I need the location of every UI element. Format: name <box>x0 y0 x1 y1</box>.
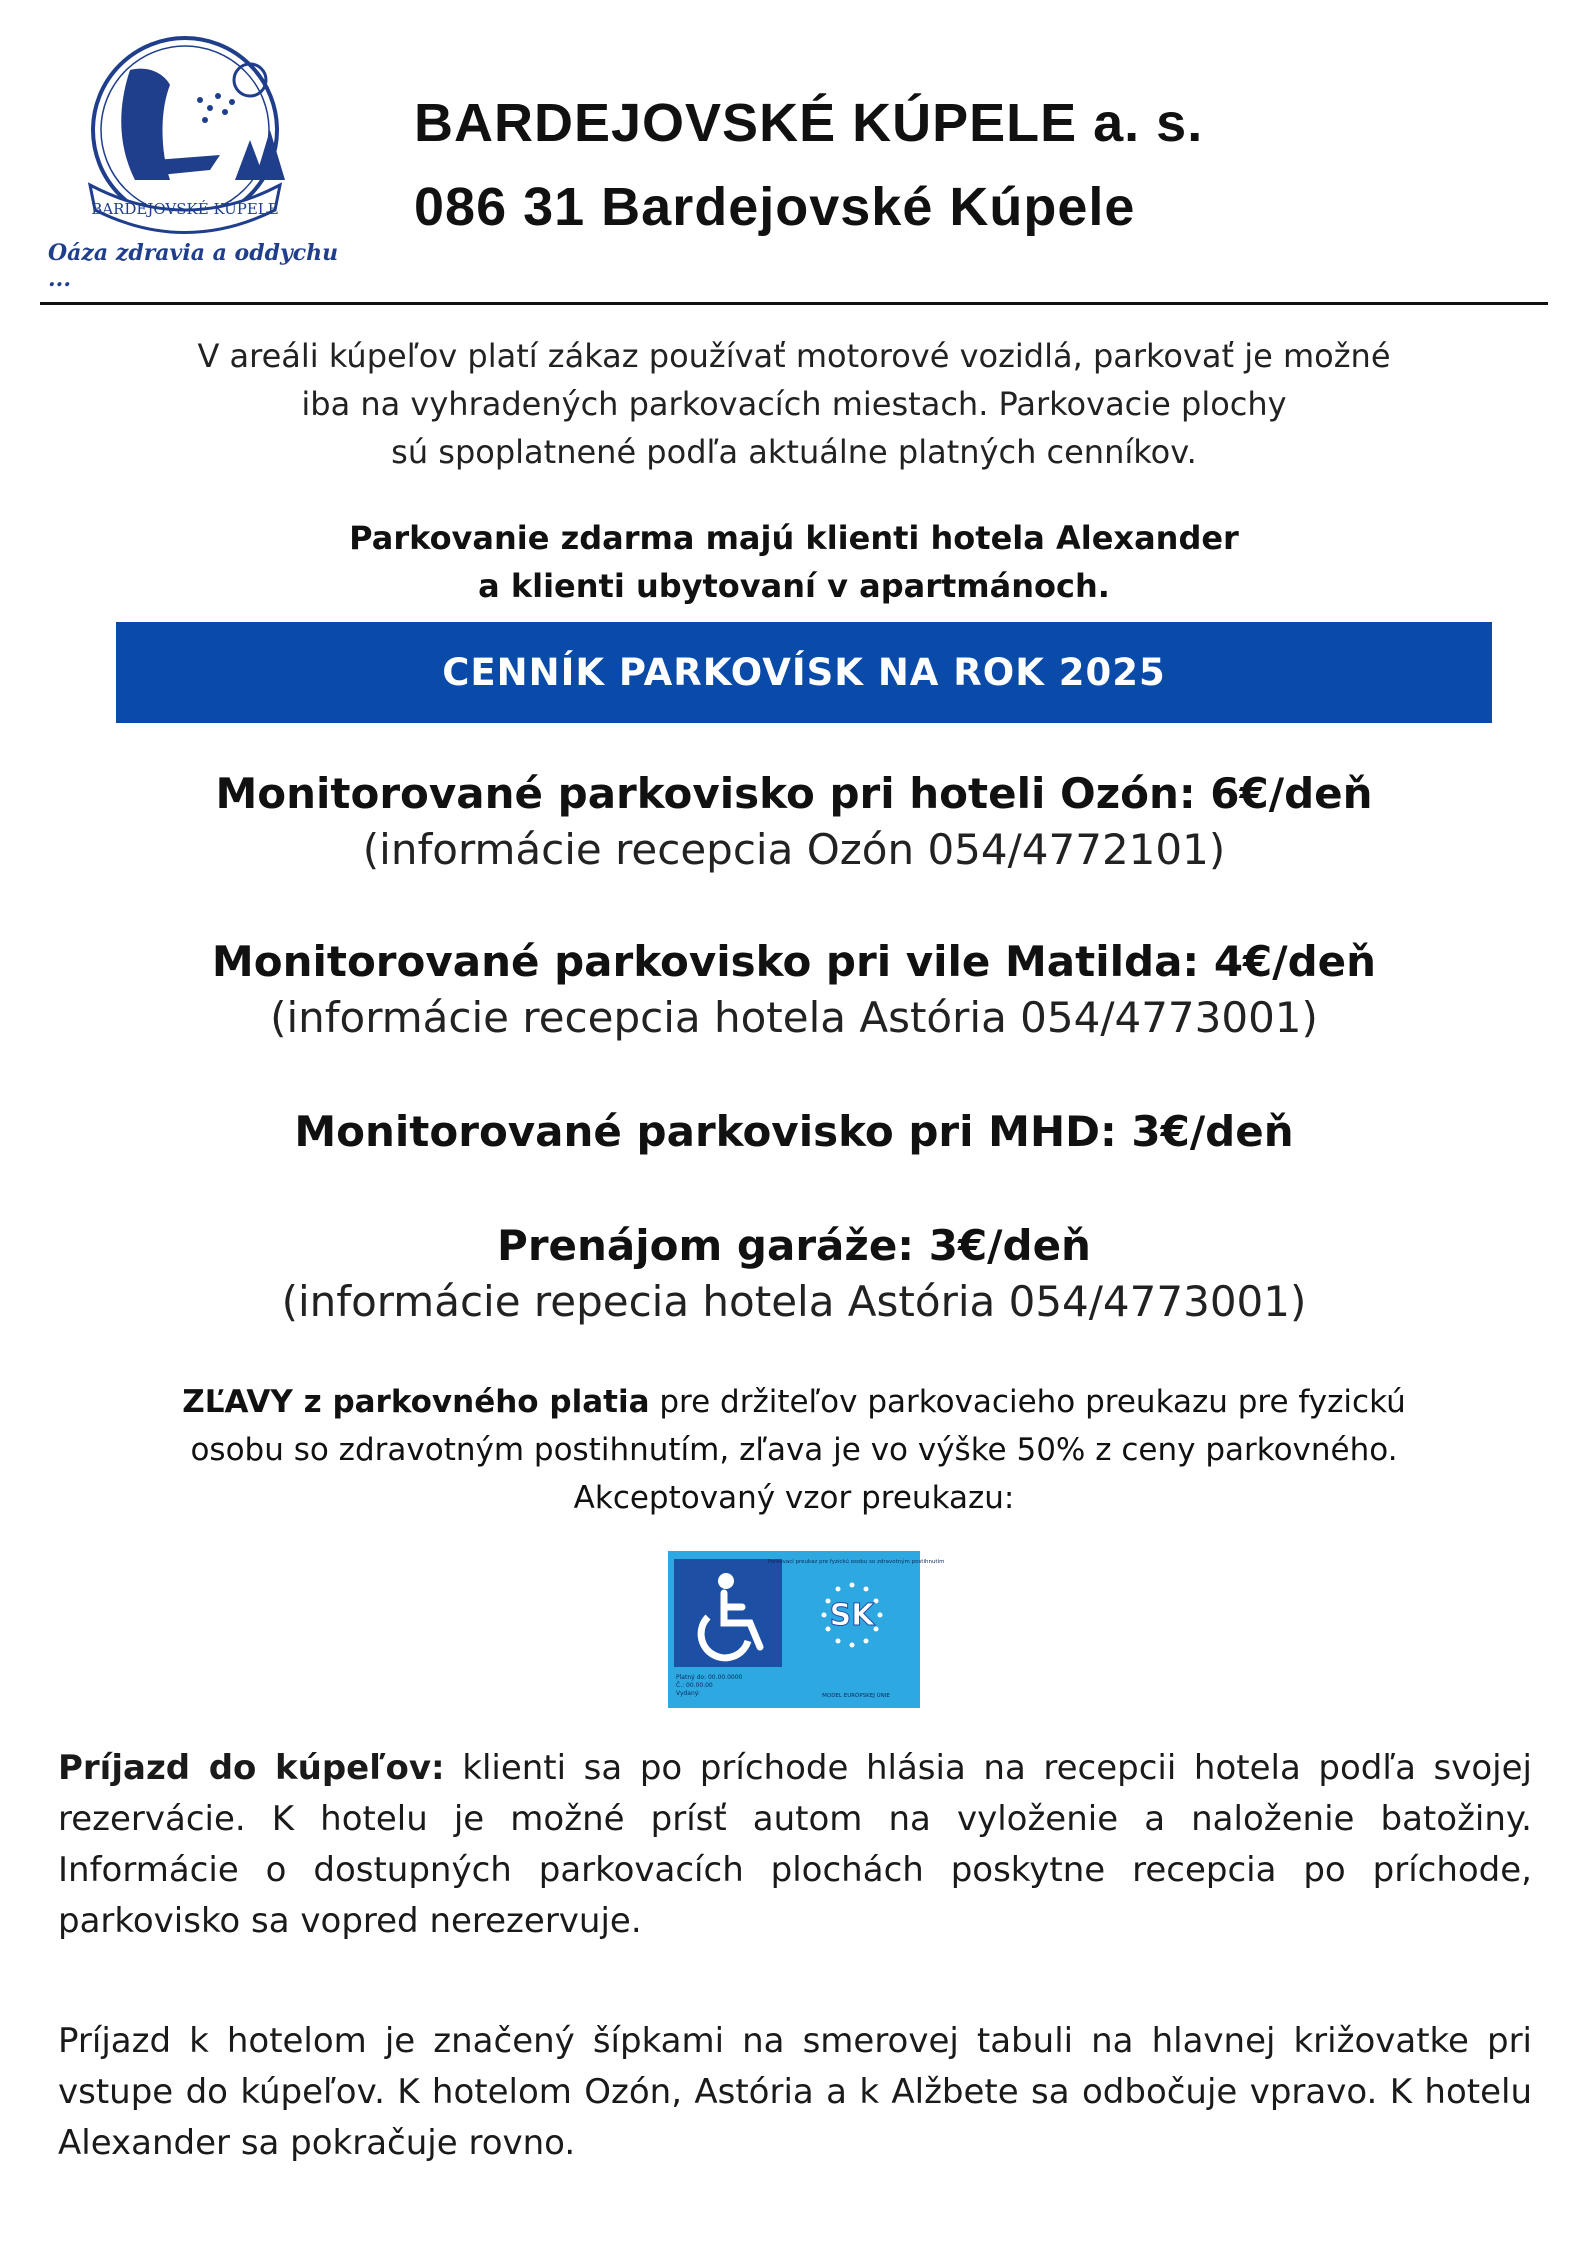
discount-line: osobu so zdravotným postihnutím, zľava je vo výške 50% z ceny parkovného. <box>190 1432 1398 1468</box>
logo-tagline: Oáza zdravia a oddychu ... <box>48 240 339 292</box>
disability-parking-card <box>668 1551 945 1708</box>
arrival-heading: Príjazd do kúpeľov: <box>58 1748 445 1788</box>
company-address: 086 31 Bardejovské Kúpele <box>414 177 1136 237</box>
lot-title: Monitorované parkovisko pri MHD: 3€/deň <box>294 1107 1294 1156</box>
lot-info: (informácie repecia hotela Astória 054/4773001) <box>281 1277 1307 1326</box>
discount-heading: ZĽAVY z parkovného platia <box>182 1384 650 1420</box>
free-parking-note <box>40 514 1548 610</box>
intro-line: V areáli kúpeľov platí zákaz používať motorové vozidlá, parkovať je možné <box>197 337 1391 375</box>
intro-line: sú spoplatnené podľa aktuálne platných cenníkov. <box>391 433 1197 471</box>
intro-line: iba na vyhradených parkovacích miestach. Parkovacie plochy <box>301 385 1287 423</box>
price-list-banner: CENNÍK PARKOVÍSK NA ROK 2025 <box>116 622 1492 723</box>
discount-note <box>40 1378 1548 1522</box>
arrival-paragraph <box>58 1743 1532 1947</box>
company-logo <box>60 30 310 230</box>
company-name: BARDEJOVSKÉ KÚPELE a. s. <box>414 93 1204 153</box>
lot-title: Monitorované parkovisko pri vile Matilda: 4€/deň <box>211 937 1377 986</box>
garage-rental <box>40 1218 1548 1330</box>
lot-title: Prenájom garáže: 3€/deň <box>497 1221 1091 1270</box>
card-field: Platný do: 00.00.0000 <box>676 1674 743 1681</box>
lot-title: Monitorované parkovisko pri hoteli Ozón: 6€/deň <box>215 769 1373 818</box>
intro-paragraph <box>40 332 1548 476</box>
discount-text: pre držiteľov parkovacieho preukazu pre fyzickú <box>649 1384 1406 1420</box>
directions-paragraph: Príjazd k hotelom je značený šípkami na smerovej tabuli na hlavnej križovatke pri vstupe do kúpeľov. K hotelom Ozón, Astória a k Alžbete sa odbočuje vpravo. K hotelu Alexander sa pokračuje rovno. <box>58 2021 1532 2163</box>
card-field: Vydaný: <box>676 1690 700 1697</box>
free-parking-line: Parkovanie zdarma majú klienti hotela Alexander <box>349 519 1239 557</box>
card-country-code: SK <box>829 1598 875 1633</box>
card-footer: MODEL EURÓPSKEJ ÚNIE <box>822 1693 890 1699</box>
lot-info: (informácie recepcia hotela Astória 054/4773001) <box>270 993 1318 1042</box>
arrival-text: klienti sa po príchode hlásia na recepcii hotela podľa svojej rezervácie. K hotelu je možné prísť autom na vyloženie a naloženie batožiny. Informácie o dostupných parkovacích plochách poskytne recepcia po príchode, parkovisko sa vopred nerezervuje. <box>58 1748 1532 1941</box>
lot-info: (informácie recepcia Ozón 054/4772101) <box>362 825 1226 874</box>
header-divider <box>40 302 1548 305</box>
free-parking-line: a klienti ubytovaní v apartmánoch. <box>478 567 1110 605</box>
card-field: Č.: 00.00.00 <box>676 1682 713 1689</box>
parking-lot-mhd <box>40 1104 1548 1160</box>
discount-line: Akceptovaný vzor preukazu: <box>573 1480 1015 1516</box>
card-header: Parkovací preukaz pre fyzickú osobu so zdravotným postihnutím <box>767 1559 945 1565</box>
parking-lot-matilda <box>40 934 1548 1046</box>
logo-text: BARDEJOVSKÉ KÚPELE <box>91 200 279 218</box>
parking-lot-ozon <box>40 766 1548 878</box>
